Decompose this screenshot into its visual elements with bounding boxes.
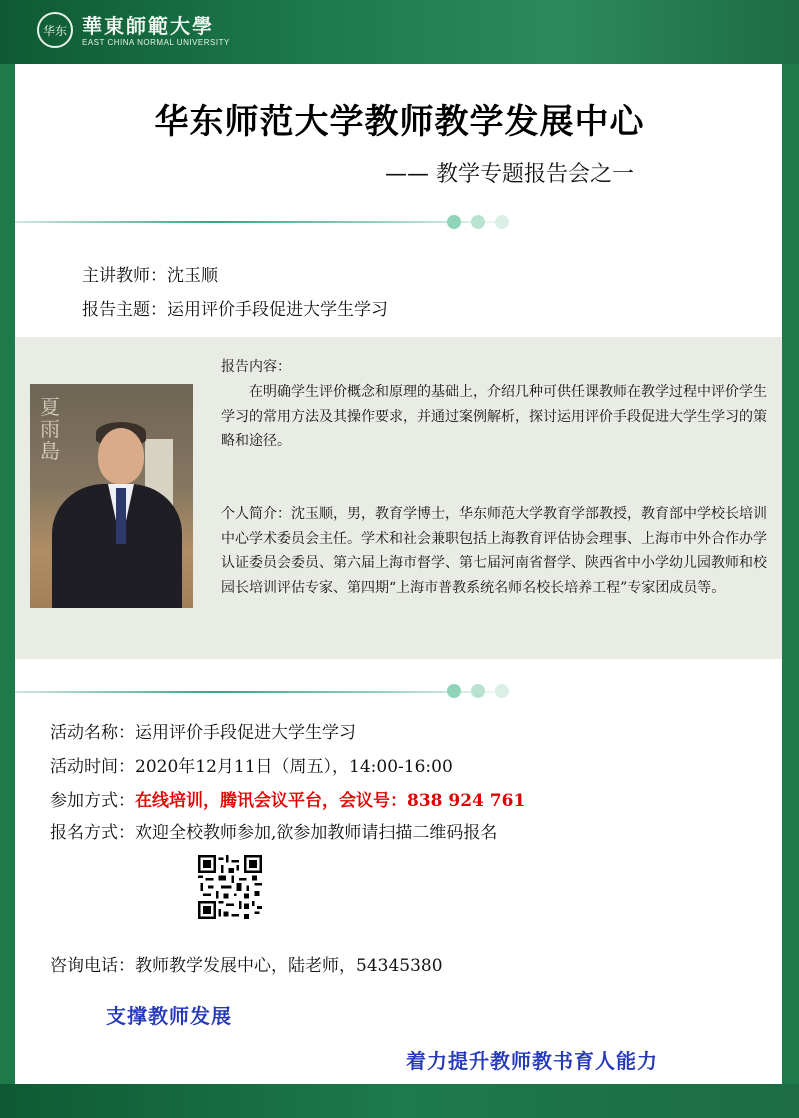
university-seal-icon bbox=[37, 12, 73, 48]
divider-dots-bottom bbox=[447, 684, 509, 698]
dot-icon bbox=[447, 215, 461, 229]
activity-mode-label: 参加方式： bbox=[50, 791, 135, 811]
dot-icon bbox=[495, 215, 509, 229]
dot-icon bbox=[471, 215, 485, 229]
university-logo-cn: 華東師範大學 bbox=[82, 14, 214, 38]
photo-calligraphy: 夏雨島 bbox=[40, 395, 60, 463]
speaker-name: 沈玉顺 bbox=[167, 266, 218, 286]
dot-icon bbox=[471, 684, 485, 698]
activity-signup-label: 报名方式： bbox=[50, 823, 135, 843]
section-divider-bottom bbox=[15, 691, 515, 693]
speaker-label: 主讲教师： bbox=[82, 266, 167, 286]
activity-mode-line bbox=[50, 786, 525, 811]
report-label: 报告内容： bbox=[221, 359, 291, 375]
dot-icon bbox=[447, 684, 461, 698]
activity-time-label: 活动时间： bbox=[50, 757, 135, 777]
footer-banner bbox=[0, 1084, 799, 1118]
page-title: 华东师范大学教师教学发展中心 bbox=[154, 102, 645, 142]
report-body: 在明确学生评价概念和原理的基础上，介绍几种可供任课教师在教学过程中评价学生学习的常用方法及其操作要求，并通过案例解析，探讨运用评价手段促进大学生学习的策略和途径。 bbox=[221, 384, 767, 449]
divider-dots-top bbox=[447, 215, 509, 229]
photo-tie bbox=[116, 488, 126, 544]
contact-value: 教师教学发展中心，陆老师，54345380 bbox=[135, 956, 443, 976]
activity-time-value: 2020年12月11日（周五），14:00-16:00 bbox=[135, 757, 453, 777]
photo-head bbox=[98, 428, 144, 484]
seal-text: 华东 bbox=[42, 23, 67, 38]
signup-qr-code-icon[interactable] bbox=[198, 855, 262, 919]
activity-signup-value: 欢迎全校教师参加,欲参加教师请扫描二维码报名 bbox=[135, 823, 498, 843]
contact-line bbox=[50, 951, 443, 976]
page-subtitle: —— 教学专题报告会之一 bbox=[385, 162, 634, 187]
university-logo-en: EAST CHINA NORMAL UNIVERSITY bbox=[82, 38, 230, 47]
topic-label: 报告主题： bbox=[82, 300, 167, 320]
activity-mode-value: 在线培训，腾讯会议平台，会议号：838 924 761 bbox=[135, 791, 526, 811]
activity-time-line bbox=[50, 752, 453, 777]
activity-name-label: 活动名称： bbox=[50, 723, 135, 743]
activity-signup-line bbox=[50, 818, 497, 843]
speaker-photo bbox=[30, 384, 193, 608]
slogan-right: 着力提升教师教书育人能力 bbox=[406, 1049, 658, 1073]
activity-name-line bbox=[50, 718, 356, 743]
activity-name-value: 运用评价手段促进大学生学习 bbox=[135, 723, 356, 743]
section-divider-top bbox=[15, 221, 515, 223]
header-banner bbox=[0, 0, 799, 64]
dot-icon bbox=[495, 684, 509, 698]
contact-label: 咨询电话： bbox=[50, 956, 135, 976]
speaker-line bbox=[82, 261, 218, 286]
slogan-left: 支撑教师发展 bbox=[106, 1004, 232, 1028]
speaker-bio: 个人简介：沈玉顺，男，教育学博士，华东师范大学教育学部教授，教育部中学校长培训中心学术委员会主任。学术和社会兼职包括上海教育评估协会理事、上海市中外合作办学认证委员会委员、第六届上海市督学、第七届河南省督学、陕西省中小学幼儿园教师和校园长培训评估专家、第四期“上海市普教系统名师名校长培养工程”专家团成员等。 bbox=[221, 506, 767, 596]
topic-value: 运用评价手段促进大学生学习 bbox=[167, 300, 388, 320]
topic-line bbox=[82, 295, 388, 320]
